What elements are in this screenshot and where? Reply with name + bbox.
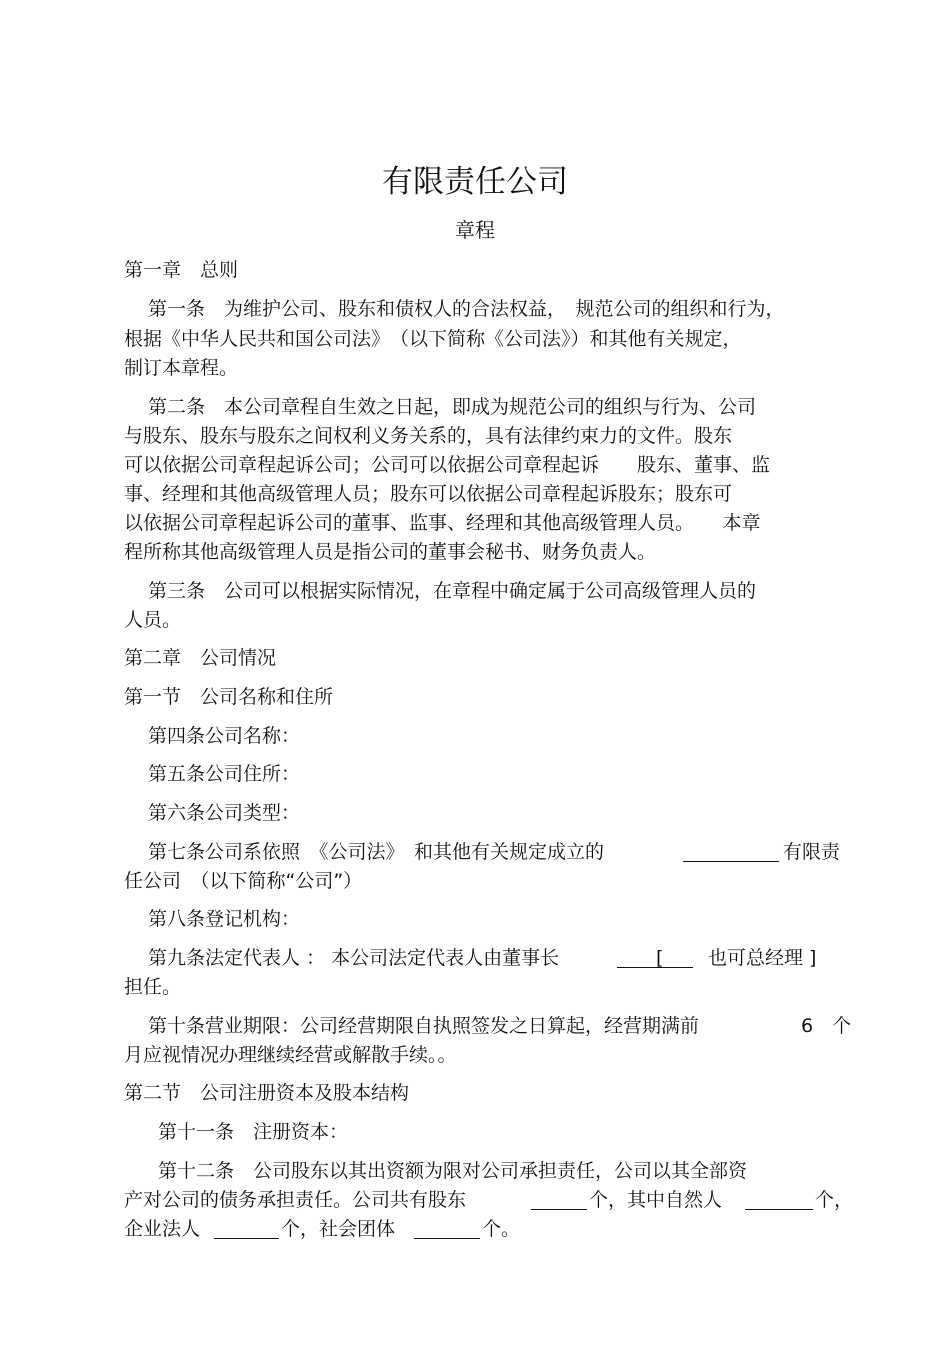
chapter-heading: 第二章 公司情况 xyxy=(124,647,277,669)
article-2-line: 事、经理和其他高级管理人员；股东可以依据公司章程起诉股东；股东可 xyxy=(124,483,733,505)
article-1-line: 制订本章程。 xyxy=(124,357,239,379)
article-11-line: 第十一条 注册资本： xyxy=(158,1121,349,1143)
document-subtitle: 章程 xyxy=(455,218,495,242)
article-12-line: 企业法人 xyxy=(124,1218,201,1240)
article-10-line: 6 个 xyxy=(801,1015,852,1037)
fill-blank-line xyxy=(617,950,693,968)
article-10-line: 月应视情况办理继续经营或解散手续。。 xyxy=(124,1044,457,1066)
article-9-line: 也可总经理 ] xyxy=(708,947,817,969)
article-7-line: 第七条公司系依照 《公司法》 和其他有关规定成立的 xyxy=(148,841,605,863)
article-2-line: 程所称其他高级管理人员是指公司的董事会秘书、财务负责人。 xyxy=(124,541,657,563)
article-12-line: 个，社会团体 xyxy=(281,1218,396,1240)
article-12-line: 个。 xyxy=(482,1218,521,1240)
article-2-line: 与股东、股东与股东之间权利义务关系的，具有法律约束力的文件。股东 xyxy=(124,425,733,447)
fill-blank-line xyxy=(531,1192,587,1210)
fill-blank-line xyxy=(414,1221,480,1239)
article-12-line: 个，其中自然人 xyxy=(589,1189,723,1211)
article-9-line: 担任。 xyxy=(124,976,182,998)
section-heading: 第一节 公司名称和住所 xyxy=(124,686,334,708)
article-7-line: 有限责 xyxy=(783,841,841,863)
article-3-line: 第三条 公司可以根据实际情况，在章程中确定属于公司高级管理人员的 xyxy=(148,580,757,602)
chapter-heading: 第一章 总则 xyxy=(124,259,239,281)
article-9-line: 第九条法定代表人 ： 本公司法定代表人由董事长 xyxy=(148,947,560,969)
article-1-line: 根据《中华人民共和国公司法》 （以下简称《公司法》）和其他有关规定， xyxy=(124,328,742,350)
article-1-line: 第一条 为维护公司、股东和债权人的合法权益， 规范公司的组织和行为， xyxy=(148,298,785,320)
article-3-line: 人员。 xyxy=(124,609,182,631)
article-8-line: 第八条登记机构： xyxy=(148,908,301,930)
article-12-line: 个， xyxy=(815,1189,854,1211)
section-heading: 第二节 公司注册资本及股本结构 xyxy=(124,1082,410,1104)
article-2-line: 可以依据公司章程起诉公司；公司可以依据公司章程起诉 股东、董事、监 xyxy=(124,454,771,476)
article-2-line: 以依据公司章程起诉公司的董事、监事、经理和其他高级管理人员。 本章 xyxy=(124,512,761,534)
fill-blank-line xyxy=(214,1221,279,1239)
article-5-line: 第五条公司住所： xyxy=(148,763,301,785)
article-2-line: 第二条 本公司章程自生效之日起，即成为规范公司的组织与行为、公司 xyxy=(148,396,757,418)
fill-blank-line xyxy=(745,1192,813,1210)
article-7-line: 任公司 （以下简称“公司”） xyxy=(124,870,363,892)
article-6-line: 第六条公司类型： xyxy=(148,802,301,824)
fill-blank-line xyxy=(683,844,779,862)
article-4-line: 第四条公司名称： xyxy=(148,725,301,747)
article-12-line: 第十二条 公司股东以其出资额为限对公司承担责任，公司以其全部资 xyxy=(158,1160,748,1182)
document-title: 有限责任公司 xyxy=(382,164,568,200)
article-9-bracket: [ xyxy=(656,947,664,969)
article-12-line: 产对公司的债务承担责任。公司共有股东 xyxy=(124,1189,467,1211)
article-10-line: 第十条营业期限：公司经营期限自执照签发之日算起，经营期满前 xyxy=(148,1015,700,1037)
